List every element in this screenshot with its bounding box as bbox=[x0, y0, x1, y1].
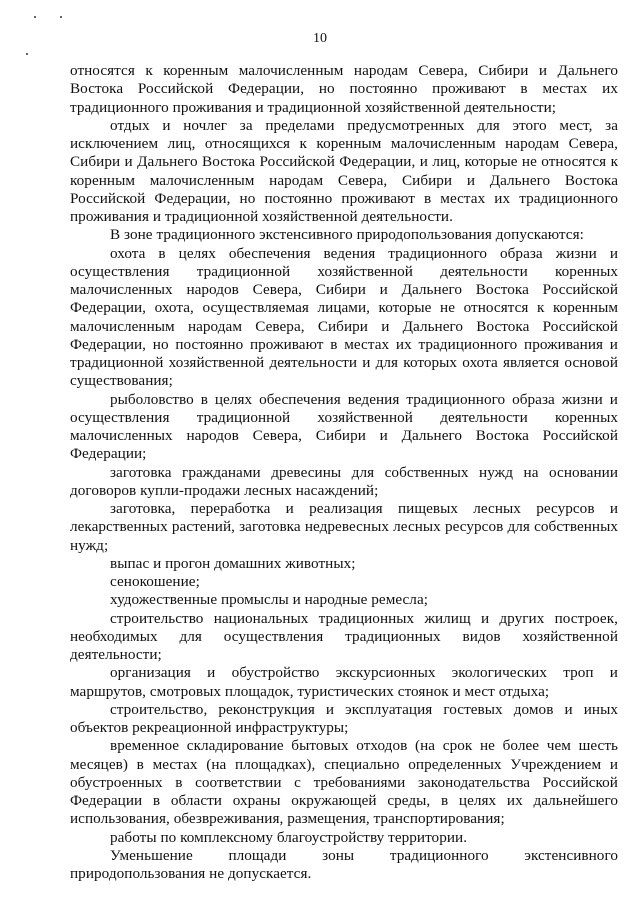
list-item-timber: заготовка гражданами древесины для собственных нужд на основании договоров купли-продажи лесных насаждений; bbox=[70, 463, 618, 499]
scan-speck bbox=[34, 16, 36, 18]
list-item-crafts: художественные промыслы и народные ремесла; bbox=[110, 591, 429, 609]
list-item-waste-storage: временное складирование бытовых отходов (на срок не более чем шесть месяцев) в местах (на площадках), специально определенных Учреждением и обустроенных в соответствии с требованиями законодательства Российской Федерации в области охраны окружающей среды, в целях их дальнейшего использования, обезвреживания, размещения, транспортирования; bbox=[70, 737, 618, 828]
paragraph-continuation: относятся к коренным малочисленным народам Севера, Сибири и Дальнего Востока Российской Федерации, но постоянно проживают в местах их традиционного проживания и традиционной хозяйственной деятельности; bbox=[70, 62, 618, 116]
paragraph-allowed-intro: В зоне традиционного экстенсивного природопользования допускаются: bbox=[110, 226, 584, 244]
list-item-fishing: рыболовство в целях обеспечения ведения традиционного образа жизни и осуществления традиционной хозяйственной деятельности коренных малочисленных народов Севера, Сибири и Дальнего Востока Российской Федерации; bbox=[70, 390, 618, 463]
list-item-grazing: выпас и прогон домашних животных; bbox=[110, 554, 356, 572]
page-number: 10 bbox=[313, 31, 327, 46]
list-item-trails: организация и обустройство экскурсионных экологических троп и маршрутов, смотровых площадок, туристических стоянок и мест отдыха; bbox=[70, 664, 618, 700]
document-body bbox=[70, 62, 618, 883]
list-item-haymaking: сенокошение; bbox=[110, 573, 200, 590]
list-item-forest-resources: заготовка, переработка и реализация пищевых лесных ресурсов и лекарственных растений, заготовка недревесных лесных ресурсов для собственных нужд; bbox=[70, 500, 618, 554]
scan-speck bbox=[26, 53, 28, 55]
list-item-dwellings: строительство национальных традиционных жилищ и других построек, необходимых для осуществления традиционных видов хозяйственной деятельности; bbox=[70, 609, 618, 663]
paragraph-area-reduction: Уменьшение площади зоны традиционного экстенсивного природопользования не допускается. bbox=[70, 846, 618, 882]
list-item-hunting: охота в целях обеспечения ведения традиционного образа жизни и осуществления традиционной хозяйственной деятельности коренных малочисленных народов Севера, Сибири и Дальнего Востока Российской Федерации, охота, осуществляемая лицами, которые не относятся к коренным малочисленным народам Севера, Сибири и Дальнего Востока Российской Федерации, но постоянно проживают в местах их традиционного проживания и традиционной хозяйственной деятельности и для которых охота является основой существования; bbox=[70, 244, 618, 390]
list-item-landscaping: работы по комплексному благоустройству территории. bbox=[110, 828, 468, 846]
scan-speck bbox=[60, 16, 62, 18]
list-item-guest-houses: строительство, реконструкция и эксплуатация гостевых домов и иных объектов рекреационной инфраструктуры; bbox=[70, 700, 618, 736]
paragraph-rest-prohibition: отдых и ночлег за пределами предусмотренных для этого мест, за исключением лиц, относящихся к коренным малочисленным народам Севера, Сибири и Дальнего Востока Российской Федерации, и лиц, которые не относятся к коренным малочисленным народам Севера, Сибири и Дальнего Востока Российской Федерации, но постоянно проживают в местах их традиционного проживания и традиционной хозяйственной деятельности. bbox=[70, 116, 618, 225]
